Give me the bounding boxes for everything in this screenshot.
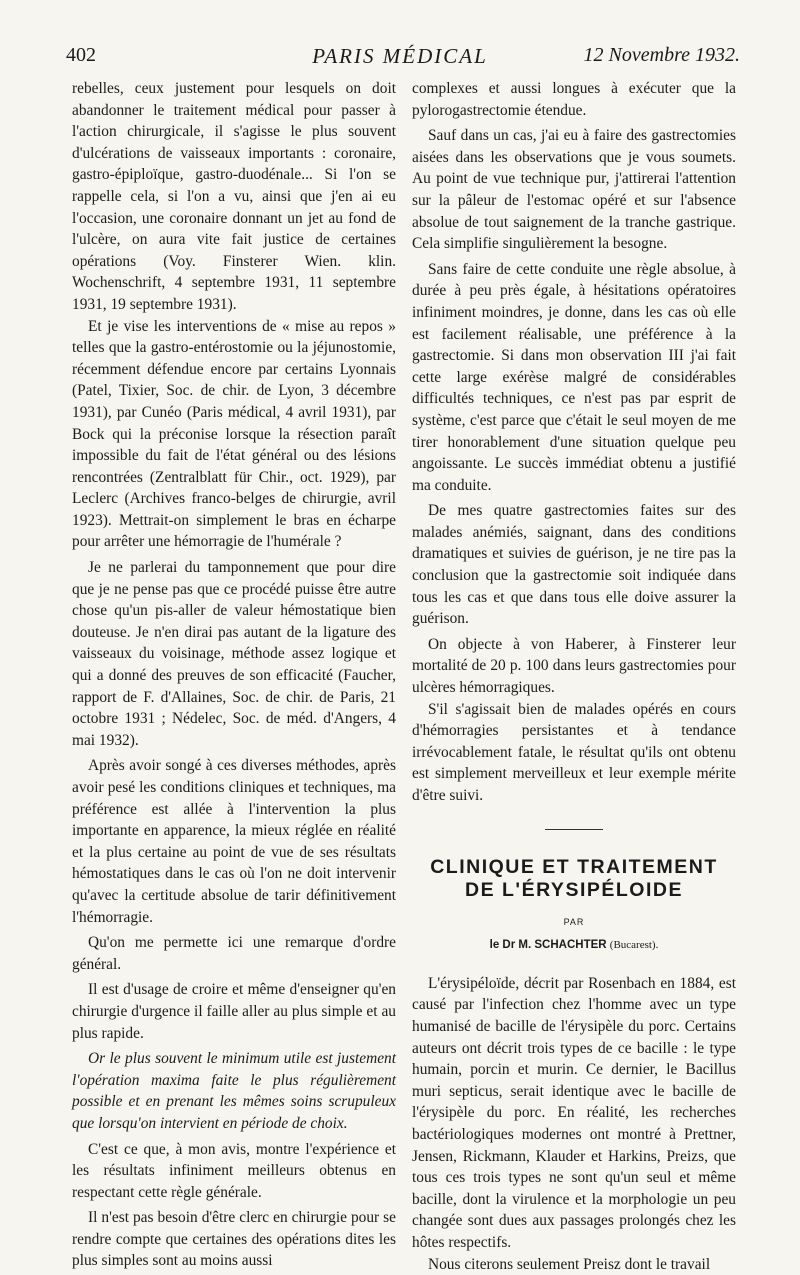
author-name: le Dr M. SCHACHTER	[490, 939, 607, 951]
article-title-line-1: CLINIQUE ET TRAITEMENT	[412, 856, 736, 879]
article-title	[412, 856, 736, 902]
paragraph: Sans faire de cette conduite une règle absolue, à durée à peu près égale, à hésitations opératoires infiniment moindres, je donne, dans les cas où elle est facilement réalisable, une préférence à la gastrectomie. Si dans mon observation III j'ai fait cette large exérèse malgré de considérables difficultés techniques, ce n'est pas par esprit de système, c'est parce que c'était le seul moyen de me tirer honorablement d'une situation quelque peu angoissante. Le succès immédiat obtenu a justifié ma conduite.	[412, 259, 736, 497]
page-number: 402	[66, 44, 96, 67]
paragraph: Nous citerons seulement Preisz dont le travail	[412, 1254, 736, 1275]
paragraph: C'est ce que, à mon avis, montre l'expérience et les résultats infiniment meilleurs obtenus en respectant cette règle générale.	[72, 1139, 396, 1204]
paragraph: On objecte à von Haberer, à Finsterer leur mortalité de 20 p. 100 dans leurs gastrectomies pour ulcères hémorragiques.	[412, 634, 736, 699]
paragraph: Je ne parlerai du tamponnement que pour dire que je ne pense pas que ce procédé puisse être autre chose qu'un pis-aller de valeur hémostatique bien douteuse. Je n'en dirai pas autant de la ligature des vaisseaux du voisinage, méthode assez logique et qui a donné des preuves de son efficacité (Faucher, rapport de F. d'Allaines, Soc. de chir. de Paris, 21 octobre 1931 ; Nédelec, Soc. de méd. d'Angers, 4 mai 1932).	[72, 557, 396, 751]
paragraph: Il est d'usage de croire et même d'enseigner qu'en chirurgie d'urgence il faille aller au plus simple et au plus rapide.	[72, 979, 396, 1044]
running-header	[0, 44, 800, 74]
paragraph: Sauf dans un cas, j'ai eu à faire des gastrectomies aisées dans les observations que je vous soumets. Au point de vue technique pur, j'attirerai l'attention sur la pâleur de l'estomac opéré et sur l'absence absolue de tout saignement de la tranche gastrique. Cela simplifie singulièrement la besogne.	[412, 125, 736, 255]
right-column	[412, 78, 736, 1275]
issue-date: 12 Novembre 1932.	[584, 44, 740, 67]
paragraph: De mes quatre gastrectomies faites sur des malades anémiés, saignant, dans des conditions dramatiques et suivies de guérison, je ne tire pas la conclusion que la gastrectomie soit indiquée dans tous les cas et que dans tous elle doive assurer la guérison.	[412, 500, 736, 630]
author-city: (Bucarest).	[610, 939, 659, 951]
journal-title: PARIS MÉDICAL	[0, 44, 800, 69]
paragraph: Après avoir songé à ces diverses méthodes, après avoir pesé les conditions cliniques et techniques, ma préférence est allée à l'intervention la plus importante en apparence, la mieux réglée en réalité et la plus certaine au point de vue de ses résultats hémostatiques dans le cas où l'on ne doit intervenir qu'avec la certitude absolue de tarir définitivement l'hémorragie.	[72, 755, 396, 928]
byline-par: PAR	[412, 912, 736, 934]
author-line	[412, 935, 736, 957]
paragraph-italic-lead: S'il s'agissait bien de malades opérés en cours d'hémorragies persistantes et à tendance irrévocablement fatale, le résultat qu'ils ont obtenu est simplement merveilleux et leur exemple mérite d'être suivi.	[412, 699, 736, 807]
paragraph: L'érysipéloïde, décrit par Rosenbach en 1884, est causé par l'infection chez l'homme avec un type humanisé de bacille de l'érysipèle du porc. Certains auteurs ont décrit trois types de ce bacille : le type humain, porcin et murin. Ce dernier, le Bacillus muri septicus, serait identique avec le bacille de l'érysipèle du porc. En réalité, les recherches bactériologiques modernes ont montré à Prettner, Jensen, Rickmann, Klauder et Harkins, Preizs, que tous ces trois types ne sont qu'un seul et même bacille, dont la virulence et la morphologie un peu changée sont dues aux passages prolongés chez les hôtes respectifs.	[412, 973, 736, 1254]
article-title-line-2: DE L'ÉRYSIPÉLOIDE	[412, 879, 736, 902]
paragraph-italic: Or le plus souvent le minimum utile est justement l'opération maxima faite le plus régulièrement possible et en prenant les mêmes soins scrupuleux que lorsqu'on intervient en période de choix.	[72, 1048, 396, 1134]
paragraph: Qu'on me permette ici une remarque d'ordre général.	[72, 932, 396, 975]
paragraph: rebelles, ceux justement pour lesquels on doit abandonner le traitement médical pour passer à l'action chirurgicale, il s'agisse le plus souvent d'ulcérations de vaisseaux importants : coronaire, gastro-épiploïque, gastro-duodénale... Si l'on se rappelle cela, si l'on a vu, ainsi que j'en ai eu l'occasion, une coronaire donnant un jet au fond de l'ulcère, on aura vite fait justice de certaines opérations (Voy. Finsterer Wien. klin. Wochenschrift, 4 septembre 1931, 11 septembre 1931, 19 septembre 1931).	[72, 78, 396, 316]
left-column	[72, 78, 396, 1272]
paragraph: Il n'est pas besoin d'être clerc en chirurgie pour se rendre compte que certaines des opérations dites les plus simples sont au moins aussi	[72, 1207, 396, 1272]
paragraph: Et je vise les interventions de « mise au repos » telles que la gastro-entérostomie ou la jéjunostomie, récemment défendue encore par certains Lyonnais (Patel, Tixier, Soc. de chir. de Lyon, 3 décembre 1931), par Cunéo (Paris médical, 4 avril 1931), par Bock qui la préconise lorsque la résection paraît impossible du fait de l'état général ou des lésions rencontrées (Zentralblatt für Chir., oct. 1929), par Leclerc (Archives franco-belges de chirurgie, avril 1923). Mettrait-on simplement le bras en écharpe pour arrêter une hémorragie de l'humérale ?	[72, 316, 396, 554]
section-divider	[545, 829, 603, 830]
paragraph: complexes et aussi longues à exécuter que la pylorogastrectomie étendue.	[412, 78, 736, 121]
